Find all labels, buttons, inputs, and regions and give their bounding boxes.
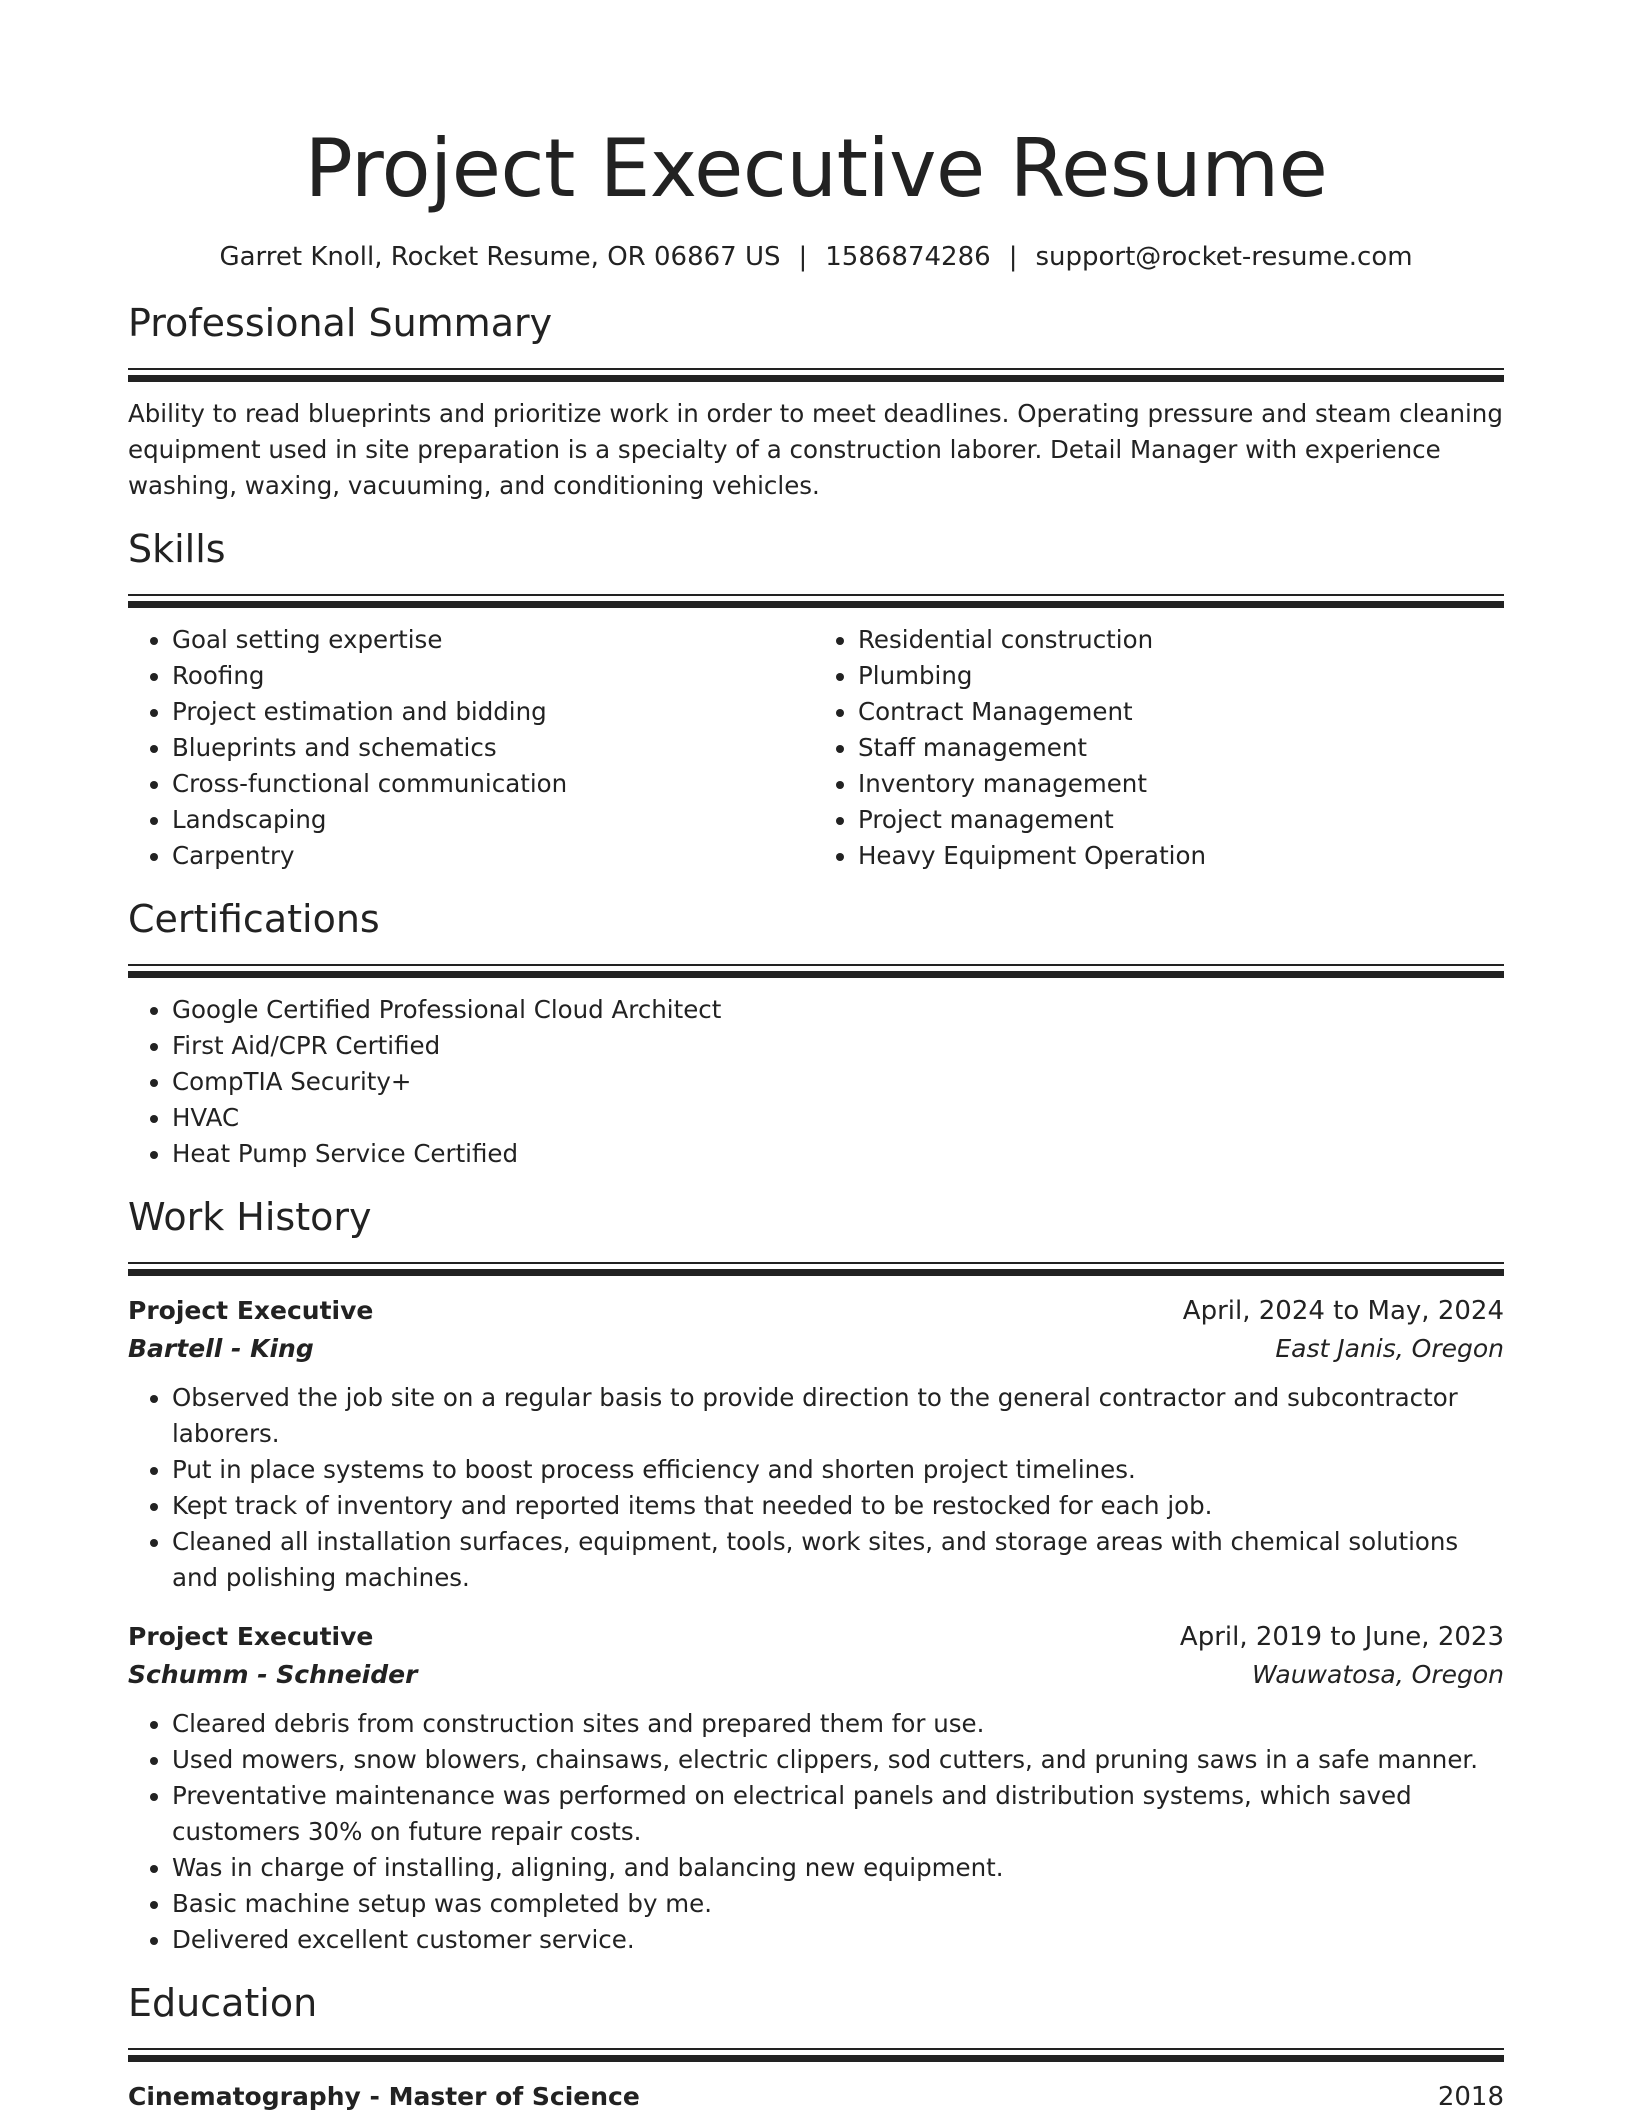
skills-list-left [128, 622, 816, 874]
certifications-list [128, 992, 1504, 1172]
section-divider [128, 1262, 1504, 1276]
skill-item: • Cross-functional communication [172, 766, 816, 802]
job-dates: April, 2024 to May, 2024 [1182, 1296, 1504, 1326]
job-duties-list [128, 1706, 1504, 1958]
skills-section [128, 524, 1504, 874]
section-divider [128, 594, 1504, 608]
job-duty-item: • Kept track of inventory and reported items that needed to be restocked for each job. [172, 1488, 1504, 1524]
section-divider [128, 2048, 1504, 2062]
summary-text: Ability to read blueprints and prioritize work in order to meet deadlines. Operating pressure and steam cleaning equipment used in site preparation is a specialty of a construction laborer. Detail Manager with experience washing, waxing, vacuuming, and conditioning vehicles. [128, 399, 1503, 500]
job-duty-item: • Cleared debris from construction sites and prepared them for use. [172, 1706, 1504, 1742]
certification-item: • Google Certified Professional Cloud Architect [172, 992, 1504, 1028]
skill-item: • Inventory management [858, 766, 1504, 802]
contact-address: Garret Knoll, Rocket Resume, OR 06867 US [219, 242, 781, 272]
section-divider [128, 964, 1504, 978]
job-title: Project Executive [128, 1296, 374, 1325]
job-company-row [128, 1330, 1504, 1368]
certification-item: • CompTIA Security+ [172, 1064, 1504, 1100]
skill-item: • Blueprints and schematics [172, 730, 816, 766]
job-location: Wauwatosa, Oregon [1252, 1660, 1504, 1689]
job-duty-item: • Preventative maintenance was performed on electrical panels and distribution systems, which saved customers 30% on future repair costs. [172, 1778, 1504, 1850]
contact-separator: | [1008, 242, 1018, 272]
job-duty-item: • Observed the job site on a regular basis to provide direction to the general contractor and subcontractor laborers. [172, 1380, 1504, 1452]
skill-item: • Carpentry [172, 838, 816, 874]
education-year: 2018 [1437, 2082, 1504, 2112]
skill-item: • Landscaping [172, 802, 816, 838]
education-section [128, 1978, 1504, 2116]
skill-item: • Contract Management [858, 694, 1504, 730]
certifications-section [128, 894, 1504, 1172]
skills-heading: Skills [128, 527, 226, 571]
job-company: Schumm - Schneider [128, 1660, 418, 1689]
skill-item: • Plumbing [858, 658, 1504, 694]
education-entry [128, 2078, 1504, 2116]
education-degree: Cinematography - Master of Science [128, 2082, 640, 2111]
job-company-row [128, 1656, 1504, 1694]
job-duty-item: • Basic machine setup was completed by me. [172, 1886, 1504, 1922]
job-header-row [128, 1292, 1504, 1330]
job-dates: April, 2019 to June, 2023 [1179, 1622, 1504, 1652]
page-title: Project Executive Resume [304, 122, 1328, 215]
skills-columns [128, 608, 1504, 874]
job-entry [128, 1292, 1504, 1596]
skill-item: • Goal setting expertise [172, 622, 816, 658]
certification-item: • Heat Pump Service Certified [172, 1136, 1504, 1172]
job-title: Project Executive [128, 1622, 374, 1651]
job-company: Bartell - King [128, 1334, 314, 1363]
section-divider [128, 368, 1504, 382]
job-duty-item: • Used mowers, snow blowers, chainsaws, electric clippers, sod cutters, and pruning saws in a safe manner. [172, 1742, 1504, 1778]
job-entry [128, 1618, 1504, 1958]
job-duty-item: • Delivered excellent customer service. [172, 1922, 1504, 1958]
summary-heading: Professional Summary [128, 301, 553, 345]
certification-item: • HVAC [172, 1100, 1504, 1136]
skill-item: • Roofing [172, 658, 816, 694]
summary-section [128, 298, 1504, 504]
job-location: East Janis, Oregon [1275, 1334, 1504, 1363]
work-history-heading: Work History [128, 1195, 372, 1239]
skill-item: • Residential construction [858, 622, 1504, 658]
certifications-heading: Certifications [128, 897, 380, 941]
skills-list-right [816, 622, 1504, 874]
job-duty-item: • Cleaned all installation surfaces, equipment, tools, work sites, and storage areas with chemical solutions and polishing machines. [172, 1524, 1504, 1596]
job-duty-item: • Was in charge of installing, aligning, and balancing new equipment. [172, 1850, 1504, 1886]
education-heading: Education [128, 1981, 318, 2025]
contact-phone: 1586874286 [825, 242, 991, 272]
contact-separator: | [798, 242, 808, 272]
contact-email: support@rocket-resume.com [1035, 242, 1413, 272]
certification-item: • First Aid/CPR Certified [172, 1028, 1504, 1064]
job-duty-item: • Put in place systems to boost process efficiency and shorten project timelines. [172, 1452, 1504, 1488]
job-duties-list [128, 1380, 1504, 1596]
skill-item: • Project management [858, 802, 1504, 838]
work-history-section [128, 1192, 1504, 1958]
skill-item: • Project estimation and bidding [172, 694, 816, 730]
skill-item: • Heavy Equipment Operation [858, 838, 1504, 874]
contact-line [128, 240, 1504, 274]
job-header-row [128, 1618, 1504, 1656]
skill-item: • Staff management [858, 730, 1504, 766]
